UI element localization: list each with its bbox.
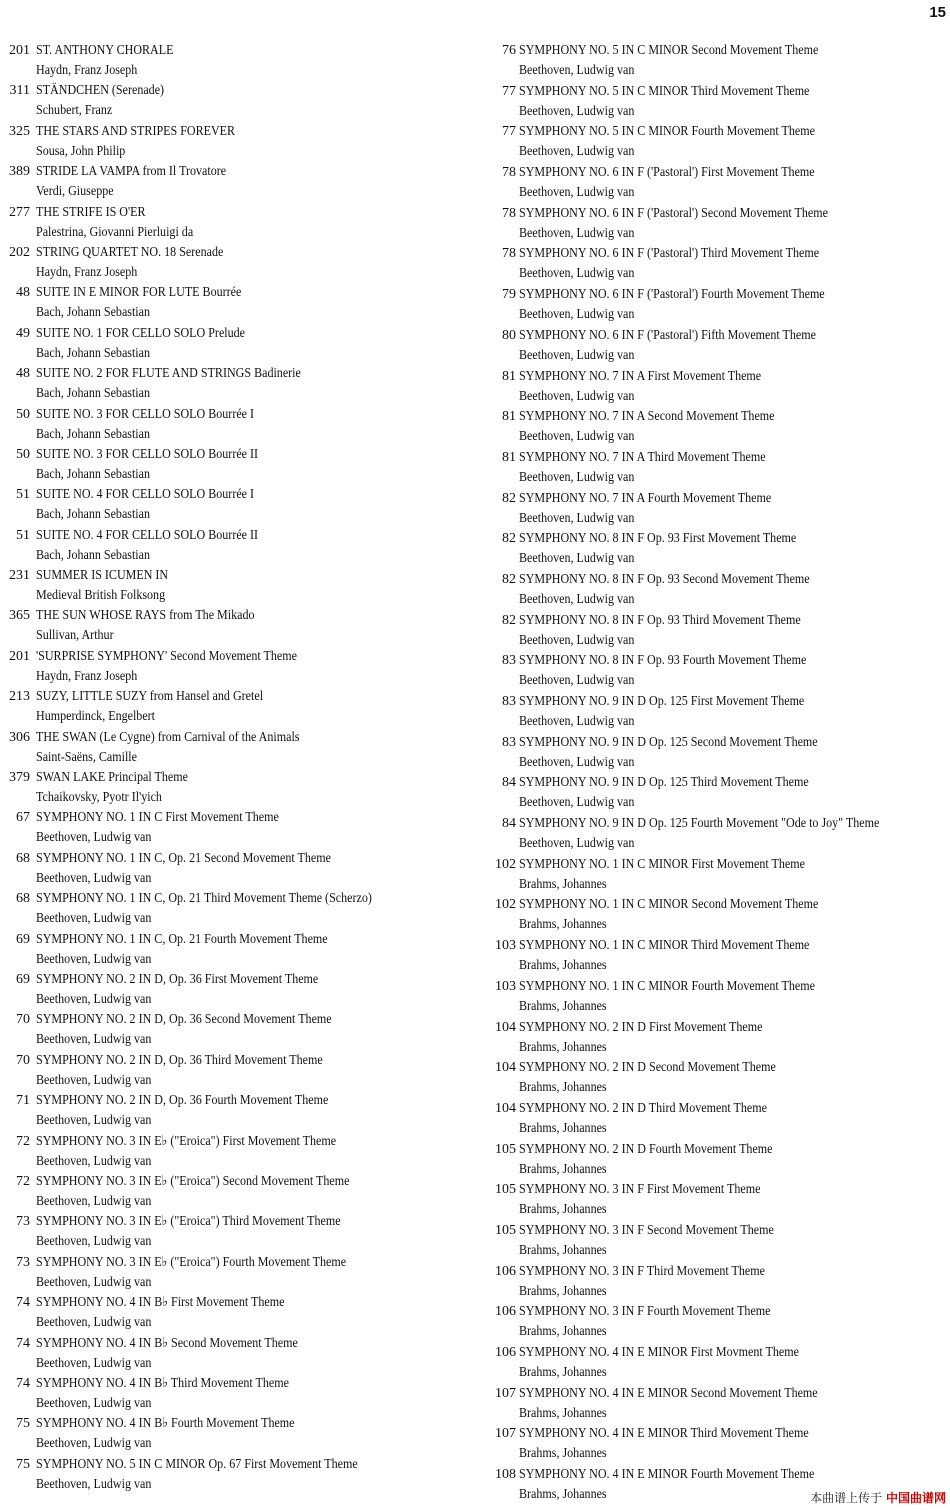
piece-title: SYMPHONY NO. 5 IN C MINOR Third Movement Theme [519, 83, 810, 99]
index-entry [0, 966, 470, 1006]
page-ref-number: 106 [495, 1345, 516, 1360]
piece-title: SYMPHONY NO. 2 IN D, Op. 36 Second Movement Theme [36, 1012, 332, 1028]
composer-name: Palestrina, Giovanni Pierluigi da [36, 224, 194, 240]
page-ref-number: 68 [16, 850, 30, 866]
piece-title: SYMPHONY NO. 5 IN C MINOR Op. 67 First Movement Theme [36, 1456, 358, 1472]
page-ref-number: 73 [16, 1214, 30, 1230]
index-entry [488, 647, 950, 688]
index-entry [488, 37, 950, 78]
composer-name: Beethoven, Ludwig van [36, 1315, 152, 1331]
composer-name: Beethoven, Ludwig van [519, 347, 635, 363]
index-entry [488, 1339, 950, 1380]
page-ref-number: 75 [16, 1456, 30, 1472]
composer-name: Brahms, Johannes [519, 998, 607, 1014]
index-entry [488, 1258, 950, 1299]
piece-title: SYMPHONY NO. 1 IN C MINOR First Movement Theme [519, 856, 805, 872]
index-entry [0, 1208, 470, 1248]
index-entry [488, 444, 950, 485]
index-entry [488, 485, 950, 526]
index-entry [488, 1217, 950, 1258]
piece-title: THE STRIFE IS O'ER [36, 204, 146, 220]
composer-name: Beethoven, Ludwig van [519, 795, 635, 811]
page-ref-number: 82 [502, 612, 516, 628]
composer-name: Bach, Johann Sebastian [36, 547, 151, 563]
composer-name: Brahms, Johannes [519, 1039, 607, 1055]
index-entry [488, 891, 950, 932]
page-ref-number: 48 [16, 285, 30, 301]
piece-title: SUITE NO. 4 FOR CELLO SOLO Bourrée II [36, 527, 259, 543]
piece-title: STÄNDCHEN (Serenade) [36, 83, 165, 99]
index-entry [0, 239, 470, 279]
page-ref-number: 379 [9, 770, 30, 786]
page-ref-number: 105 [495, 1222, 516, 1238]
index-entry [488, 1380, 950, 1421]
index-entry [0, 481, 470, 521]
page-ref-number: 105 [495, 1141, 516, 1157]
piece-title: SYMPHONY NO. 1 IN C MINOR Second Movement Theme [519, 897, 819, 913]
piece-title: SYMPHONY NO. 7 IN A Fourth Movement Theme [519, 490, 772, 506]
index-entry [488, 810, 950, 851]
page-ref-number: 71 [16, 1093, 30, 1109]
piece-title: SYMPHONY NO. 1 IN C First Movement Theme [36, 810, 279, 826]
page-ref-number: 201 [9, 648, 30, 664]
piece-title: SYMPHONY NO. 3 IN E♭ ("Eroica") First Movement Theme [36, 1133, 337, 1149]
index-entry [488, 240, 950, 281]
index-entry [0, 602, 470, 642]
footer-watermark [810, 1489, 946, 1506]
piece-title: SUITE NO. 2 FOR FLUTE AND STRINGS Badinerie [36, 366, 301, 382]
piece-title: 'SURPRISE SYMPHONY' Second Movement Theme [36, 648, 297, 664]
page-ref-number: 73 [16, 1254, 30, 1270]
piece-title: SYMPHONY NO. 9 IN D Op. 125 First Movement Theme [519, 694, 805, 709]
piece-title: SUITE NO. 3 FOR CELLO SOLO Bourrée I [36, 406, 255, 422]
piece-title: SYMPHONY NO. 3 IN E♭ ("Eroica") Fourth Movement Theme [36, 1254, 347, 1270]
index-entry [488, 932, 950, 973]
composer-name: Beethoven, Ludwig van [36, 1355, 152, 1371]
page-ref-number: 102 [495, 856, 516, 872]
index-entry [488, 1014, 950, 1055]
composer-name: Tchaikovsky, Pyotr Il'yich [36, 790, 162, 806]
page-ref-number: 50 [16, 446, 30, 462]
composer-name: Brahms, Johannes [519, 1161, 607, 1177]
page-ref-number: 103 [495, 938, 516, 954]
composer-name: Beethoven, Ludwig van [519, 673, 635, 689]
piece-title: SUITE NO. 3 FOR CELLO SOLO Bourrée II [36, 446, 259, 462]
index-entry [0, 1249, 470, 1289]
piece-title: SYMPHONY NO. 4 IN E MINOR Fourth Movement Theme [519, 1467, 815, 1483]
page-ref-number: 201 [9, 43, 30, 58]
index-entry [0, 320, 470, 360]
page-ref-number: 68 [16, 891, 30, 907]
index-entry [0, 683, 470, 723]
piece-title: SYMPHONY NO. 1 IN C, Op. 21 Fourth Movement Theme [36, 931, 328, 947]
index-entry [488, 973, 950, 1014]
composer-name: Beethoven, Ludwig van [519, 103, 635, 119]
piece-title: SYMPHONY NO. 2 IN D Fourth Movement Theme [519, 1141, 773, 1157]
page-ref-number: 102 [495, 897, 516, 913]
piece-title: SUMMER IS ICUMEN IN [36, 568, 169, 584]
piece-title: SUZY, LITTLE SUZY from Hansel and Gretel [36, 689, 264, 705]
composer-name: Haydn, Franz Joseph [36, 63, 138, 78]
piece-title: SYMPHONY NO. 1 IN C, Op. 21 Second Movement Theme [36, 850, 331, 866]
piece-title: SUITE NO. 1 FOR CELLO SOLO Prelude [36, 325, 246, 341]
piece-title: SYMPHONY NO. 3 IN F First Movement Theme [519, 1182, 761, 1198]
page-ref-number: 365 [9, 608, 30, 624]
piece-title: SYMPHONY NO. 1 IN C MINOR Fourth Movement Theme [519, 978, 815, 994]
index-entry [0, 885, 470, 925]
piece-title: SYMPHONY NO. 4 IN B♭ Third Movement Theme [36, 1375, 289, 1391]
piece-title: SYMPHONY NO. 1 IN C MINOR Third Movement Theme [519, 938, 810, 954]
composer-name: Beethoven, Ludwig van [519, 836, 635, 852]
index-entry [0, 1330, 470, 1370]
composer-name: Beethoven, Ludwig van [36, 1032, 152, 1048]
page-ref-number: 104 [495, 1019, 516, 1035]
index-entry [0, 1410, 470, 1450]
page-ref-number: 103 [495, 978, 516, 994]
page-ref-number: 311 [9, 83, 30, 99]
page-ref-number: 104 [495, 1060, 516, 1076]
composer-name: Brahms, Johannes [519, 1080, 607, 1096]
index-entry [0, 724, 470, 764]
composer-name: Beethoven, Ludwig van [36, 1153, 152, 1169]
piece-title: SYMPHONY NO. 9 IN D Op. 125 Second Movement Theme [519, 734, 818, 750]
page-ref-number: 389 [9, 164, 30, 180]
page-ref-number: 72 [16, 1133, 30, 1149]
composer-name: Bach, Johann Sebastian [36, 305, 151, 321]
composer-name: Beethoven, Ludwig van [519, 185, 635, 201]
composer-name: Beethoven, Ludwig van [519, 266, 635, 282]
page-ref-number: 70 [16, 1012, 30, 1028]
page-ref-number: 76 [502, 43, 516, 58]
piece-title: SYMPHONY NO. 3 IN E♭ ("Eroica") Second Movement Theme [36, 1173, 350, 1189]
piece-title: SYMPHONY NO. 3 IN F Fourth Movement Theme [519, 1304, 771, 1320]
composer-name: Brahms, Johannes [519, 876, 607, 892]
index-entry [488, 1095, 950, 1136]
piece-title: SYMPHONY NO. 2 IN D, Op. 36 First Movement Theme [36, 971, 319, 987]
page-ref-number: 104 [495, 1100, 516, 1116]
composer-name: Beethoven, Ludwig van [36, 951, 152, 967]
page-ref-number: 78 [502, 205, 516, 221]
piece-title: SYMPHONY NO. 2 IN D First Movement Theme [519, 1019, 763, 1035]
index-entry [488, 281, 950, 322]
piece-title: SYMPHONY NO. 6 IN F ('Pastoral') Third Movement Theme [519, 246, 820, 262]
composer-name: Beethoven, Ludwig van [519, 144, 635, 160]
index-entry [488, 118, 950, 159]
piece-title: SYMPHONY NO. 1 IN C, Op. 21 Third Movement Theme (Scherzo) [36, 891, 372, 907]
page-ref-number: 77 [502, 83, 516, 99]
page-ref-number: 107 [495, 1426, 516, 1442]
piece-title: SYMPHONY NO. 3 IN E♭ ("Eroica") Third Movement Theme [36, 1214, 341, 1230]
page-ref-number: 106 [495, 1304, 516, 1320]
piece-title: SYMPHONY NO. 8 IN F Op. 93 Second Movement Theme [519, 571, 810, 587]
index-entry [488, 1054, 950, 1095]
index-entry [488, 363, 950, 404]
index-entry [488, 1420, 950, 1461]
composer-name: Brahms, Johannes [519, 1446, 607, 1462]
index-entry [488, 769, 950, 810]
index-entry [488, 1298, 950, 1339]
piece-title: SYMPHONY NO. 7 IN A Second Movement Theme [519, 409, 775, 425]
piece-title: SYMPHONY NO. 7 IN A First Movement Theme [519, 368, 762, 384]
composer-name: Sousa, John Philip [36, 143, 126, 159]
page-ref-number: 106 [495, 1263, 516, 1279]
index-entry [0, 1289, 470, 1329]
page-ref-number: 77 [502, 124, 516, 140]
composer-name: Beethoven, Ludwig van [36, 1395, 152, 1411]
page-ref-number: 202 [9, 244, 30, 260]
index-entry [488, 566, 950, 607]
composer-name: Beethoven, Ludwig van [519, 551, 635, 567]
composer-name: Beethoven, Ludwig van [519, 591, 635, 607]
index-entry [0, 1006, 470, 1046]
piece-title: SYMPHONY NO. 4 IN E MINOR First Movment Theme [519, 1345, 799, 1360]
page-ref-number: 74 [16, 1335, 30, 1351]
piece-title: SYMPHONY NO. 8 IN F Op. 93 Fourth Movement Theme [519, 653, 807, 669]
piece-title: SYMPHONY NO. 4 IN E MINOR Second Movement Theme [519, 1385, 818, 1401]
piece-title: SYMPHONY NO. 9 IN D Op. 125 Fourth Movement "Ode to Joy" Theme [519, 816, 880, 832]
composer-name: Bach, Johann Sebastian [36, 345, 151, 361]
composer-name: Beethoven, Ludwig van [519, 714, 635, 729]
page-ref-number: 78 [502, 165, 516, 181]
piece-title: SYMPHONY NO. 6 IN F ('Pastoral') Fifth Movement Theme [519, 327, 816, 343]
composer-name: Brahms, Johannes [519, 958, 607, 974]
composer-name: Saint-Saëns, Camille [36, 749, 137, 765]
index-entry [488, 159, 950, 200]
piece-title: SYMPHONY NO. 2 IN D, Op. 36 Third Movement Theme [36, 1052, 323, 1068]
index-entry [0, 441, 470, 481]
piece-title: SYMPHONY NO. 2 IN D Second Movement Theme [519, 1060, 776, 1076]
composer-name: Bach, Johann Sebastian [36, 426, 151, 442]
page-ref-number: 79 [502, 287, 516, 303]
composer-name: Beethoven, Ludwig van [519, 632, 635, 648]
composer-name: Brahms, Johannes [519, 1283, 607, 1299]
composer-name: Brahms, Johannes [519, 1324, 607, 1340]
composer-name: Brahms, Johannes [519, 917, 607, 933]
composer-name: Verdi, Giuseppe [36, 184, 114, 200]
page-ref-number: 325 [9, 123, 30, 139]
composer-name: Beethoven, Ludwig van [36, 870, 152, 886]
composer-name: Haydn, Franz Joseph [36, 668, 138, 684]
composer-name: Beethoven, Ludwig van [519, 429, 635, 445]
index-entry [0, 522, 470, 562]
page-ref-number: 74 [16, 1295, 30, 1311]
page-ref-number: 81 [502, 449, 516, 465]
composer-name: Beethoven, Ludwig van [519, 510, 635, 526]
page-ref-number: 51 [16, 527, 30, 543]
index-entry [488, 403, 950, 444]
composer-name: Bach, Johann Sebastian [36, 386, 151, 402]
index-entry [0, 158, 470, 198]
page-ref-number: 83 [502, 734, 516, 750]
page-ref-number: 67 [16, 810, 30, 826]
index-entry [0, 1087, 470, 1127]
piece-title: ST. ANTHONY CHORALE [36, 43, 174, 58]
page-ref-number: 69 [16, 931, 30, 947]
page-ref-number: 72 [16, 1173, 30, 1189]
page-ref-number: 50 [16, 406, 30, 422]
index-column-left [0, 37, 470, 1491]
composer-name: Medieval British Folksong [36, 588, 166, 604]
composer-name: Brahms, Johannes [519, 1487, 607, 1503]
piece-title: SYMPHONY NO. 6 IN F ('Pastoral') Second Movement Theme [519, 205, 828, 221]
piece-title: SYMPHONY NO. 4 IN B♭ Second Movement Theme [36, 1335, 298, 1351]
index-entry [0, 1047, 470, 1087]
piece-title: THE SUN WHOSE RAYS from The Mikado [36, 608, 255, 624]
piece-title: SYMPHONY NO. 6 IN F ('Pastoral') Fourth Movement Theme [519, 287, 825, 303]
piece-title: STRING QUARTET NO. 18 Serenade [36, 244, 224, 260]
composer-name: Brahms, Johannes [519, 1365, 607, 1380]
page-ref-number: 80 [502, 327, 516, 343]
index-entry [488, 1176, 950, 1217]
index-entry [488, 1136, 950, 1177]
piece-title: SYMPHONY NO. 3 IN F Second Movement Theme [519, 1222, 774, 1238]
piece-title: SYMPHONY NO. 6 IN F ('Pastoral') First Movement Theme [519, 165, 815, 181]
piece-title: SYMPHONY NO. 9 IN D Op. 125 Third Movement Theme [519, 775, 809, 791]
piece-title: STRIDE LA VAMPA from Il Trovatore [36, 164, 227, 180]
page-ref-number: 84 [502, 816, 516, 832]
index-entry [488, 607, 950, 648]
composer-name: Brahms, Johannes [519, 1405, 607, 1421]
composer-name: Beethoven, Ludwig van [36, 911, 152, 927]
composer-name: Brahms, Johannes [519, 1242, 607, 1258]
page-ref-number: 75 [16, 1416, 30, 1432]
index-entry [488, 688, 950, 729]
index-entry [0, 643, 470, 683]
page-ref-number: 69 [16, 971, 30, 987]
index-entry [0, 199, 470, 239]
page-ref-number: 84 [502, 775, 516, 791]
index-column-right [488, 37, 950, 1502]
composer-name: Bach, Johann Sebastian [36, 507, 151, 523]
piece-title: SYMPHONY NO. 4 IN B♭ First Movement Theme [36, 1295, 285, 1311]
page-ref-number: 82 [502, 490, 516, 506]
composer-name: Beethoven, Ludwig van [36, 1234, 152, 1250]
piece-title: SYMPHONY NO. 4 IN B♭ Fourth Movement Theme [36, 1416, 295, 1432]
index-entry [0, 1128, 470, 1168]
page-ref-number: 83 [502, 653, 516, 669]
composer-name: Beethoven, Ludwig van [36, 1436, 152, 1452]
index-entry [0, 1451, 470, 1491]
composer-name: Beethoven, Ludwig van [519, 469, 635, 485]
piece-title: SYMPHONY NO. 4 IN E MINOR Third Movement Theme [519, 1426, 809, 1442]
piece-title: THE SWAN (Le Cygne) from Carnival of the Animals [36, 729, 300, 745]
piece-title: SYMPHONY NO. 7 IN A Third Movement Theme [519, 449, 766, 465]
piece-title: SYMPHONY NO. 5 IN C MINOR Second Movement Theme [519, 43, 819, 58]
page-ref-number: 74 [16, 1375, 30, 1391]
piece-title: SYMPHONY NO. 2 IN D Third Movement Theme [519, 1100, 767, 1116]
index-entry [0, 562, 470, 602]
index-entry [488, 78, 950, 119]
composer-name: Beethoven, Ludwig van [519, 63, 635, 78]
piece-title: SYMPHONY NO. 8 IN F Op. 93 First Movement Theme [519, 531, 797, 547]
page-ref-number: 231 [9, 568, 30, 584]
index-entry [0, 360, 470, 400]
composer-name: Beethoven, Ludwig van [36, 1113, 152, 1129]
page-number: 15 [929, 4, 946, 21]
page-ref-number: 107 [495, 1385, 516, 1401]
index-entry [0, 845, 470, 885]
index-entry [488, 525, 950, 566]
composer-name: Beethoven, Ludwig van [36, 991, 152, 1007]
piece-title: SYMPHONY NO. 2 IN D, Op. 36 Fourth Movement Theme [36, 1093, 329, 1109]
page-ref-number: 306 [9, 729, 30, 745]
index-entry [488, 729, 950, 770]
page-ref-number: 70 [16, 1052, 30, 1068]
page-ref-number: 51 [16, 487, 30, 503]
page-ref-number: 49 [16, 325, 30, 341]
index-entry [488, 851, 950, 892]
composer-name: Beethoven, Ludwig van [519, 225, 635, 241]
index-entry [0, 401, 470, 441]
page-ref-number: 213 [9, 689, 30, 705]
page-ref-number: 48 [16, 366, 30, 382]
composer-name: Beethoven, Ludwig van [36, 830, 152, 846]
composer-name: Schubert, Franz [36, 103, 113, 119]
index-entry [0, 764, 470, 804]
page-ref-number: 78 [502, 246, 516, 262]
composer-name: Beethoven, Ludwig van [519, 754, 635, 770]
index-entry [488, 200, 950, 241]
page-ref-number: 105 [495, 1182, 516, 1198]
piece-title: THE STARS AND STRIPES FOREVER [36, 123, 236, 139]
piece-title: SUITE NO. 4 FOR CELLO SOLO Bourrée I [36, 487, 255, 503]
composer-name: Beethoven, Ludwig van [519, 388, 635, 404]
index-entry [488, 322, 950, 363]
index-entry [0, 77, 470, 117]
composer-name: Beethoven, Ludwig van [36, 1274, 152, 1290]
piece-title: SYMPHONY NO. 3 IN F Third Movement Theme [519, 1263, 765, 1279]
piece-title: SYMPHONY NO. 5 IN C MINOR Fourth Movement Theme [519, 124, 815, 140]
composer-name: Sullivan, Arthur [36, 628, 114, 644]
piece-title: SYMPHONY NO. 8 IN F Op. 93 Third Movement Theme [519, 612, 801, 628]
page-ref-number: 277 [9, 204, 30, 220]
composer-name: Beethoven, Ludwig van [36, 1193, 152, 1209]
index-entry [0, 279, 470, 319]
composer-name: Beethoven, Ludwig van [36, 1072, 152, 1088]
upload-text: 本曲谱上传于 [810, 1491, 883, 1505]
composer-name: Beethoven, Ludwig van [36, 1476, 152, 1492]
index-entry [0, 1370, 470, 1410]
composer-name: Brahms, Johannes [519, 1120, 607, 1136]
index-entry [0, 804, 470, 844]
piece-title: SUITE IN E MINOR FOR LUTE Bourrée [36, 285, 242, 301]
composer-name: Humperdinck, Engelbert [36, 709, 156, 725]
composer-name: Brahms, Johannes [519, 1202, 607, 1218]
page-ref-number: 83 [502, 694, 516, 709]
composer-name: Haydn, Franz Joseph [36, 264, 138, 280]
index-entry [0, 37, 470, 77]
composer-name: Bach, Johann Sebastian [36, 466, 151, 482]
index-entry [0, 926, 470, 966]
site-logo: 中国曲谱网 [885, 1491, 946, 1505]
page-ref-number: 82 [502, 571, 516, 587]
page-ref-number: 82 [502, 531, 516, 547]
composer-name: Beethoven, Ludwig van [519, 307, 635, 323]
page-ref-number: 108 [495, 1467, 516, 1483]
page-ref-number: 81 [502, 368, 516, 384]
piece-title: SWAN LAKE Principal Theme [36, 770, 188, 786]
index-entry [0, 1168, 470, 1208]
page-ref-number: 81 [502, 409, 516, 425]
index-entry [0, 118, 470, 158]
